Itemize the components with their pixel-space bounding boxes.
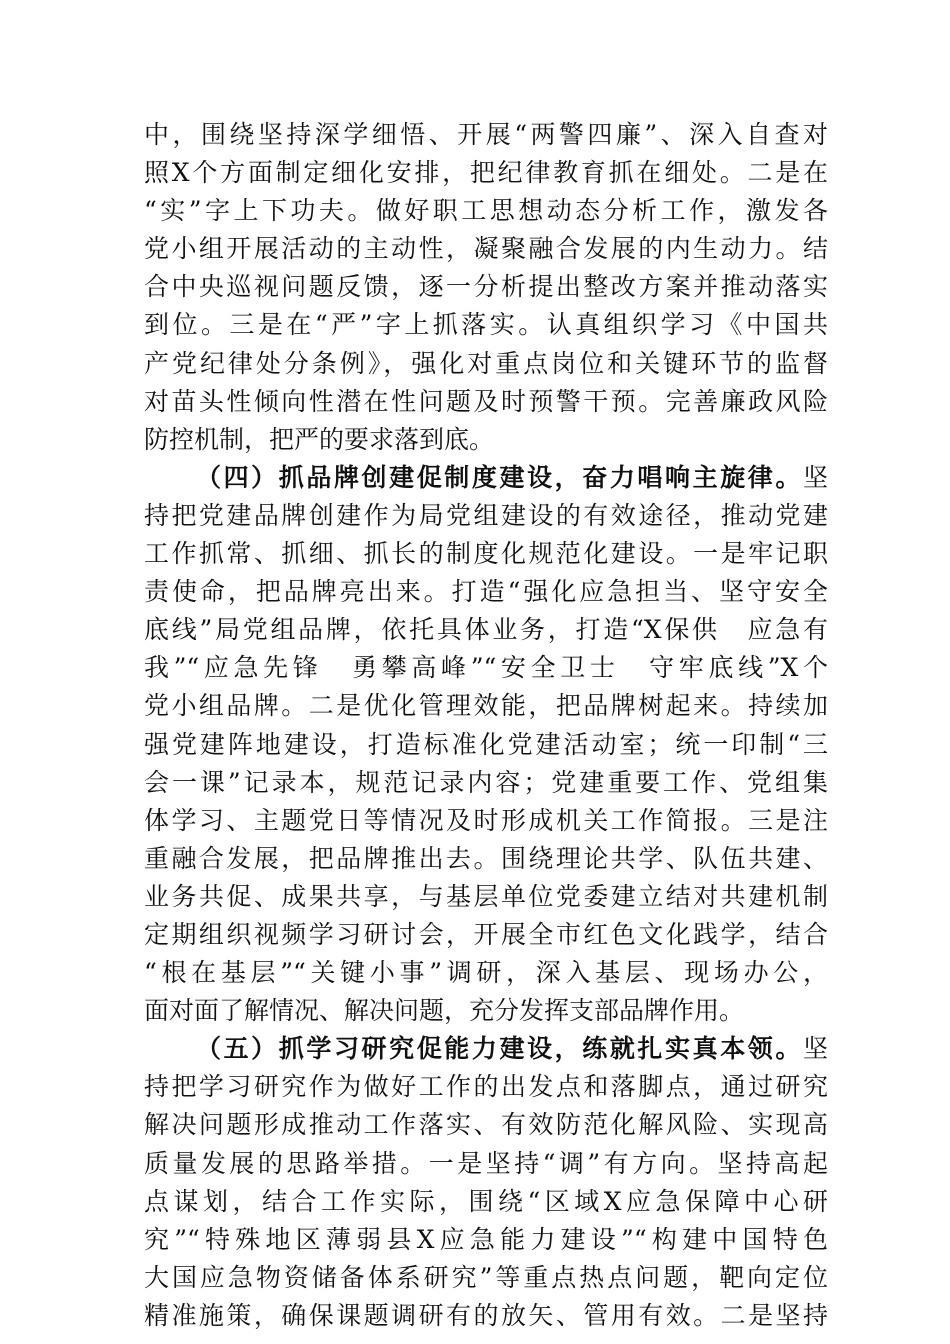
paragraph-first-line — [144, 459, 828, 497]
text-line: 持把党建品牌创建作为局党组建设的有效途径，推动党建 — [144, 500, 828, 530]
text-line: 中，围绕坚持深学细悟、开展“两警四廉”、深入自查对 — [144, 120, 828, 149]
section-heading: （四）抓品牌创建促制度建设，奋力唱响主旋律。 — [196, 462, 803, 492]
text-line: 究”“特殊地区薄弱县X应急能力建设”“构建中国特色 — [144, 1224, 828, 1254]
text-line: 党小组开展活动的主动性，凝聚融合发展的内生动力。结 — [144, 234, 828, 264]
text-line: 底线”局党组品牌，依托具体业务，打造“X保供 应急有 — [144, 615, 828, 645]
section-heading: （五）抓学习研究促能力建设，练就扎实真本领。 — [196, 1034, 803, 1064]
text-line: 强党建阵地建设，打造标准化党建活动室；统一印制“三 — [144, 729, 828, 759]
text-line: 精准施策，确保课题调研有的放矢、管用有效。二是坚持 — [144, 1300, 828, 1330]
text-line: 防控机制，把严的要求落到底。 — [144, 424, 495, 454]
text-line: 业务共促、成果共享，与基层单位党委建立结对共建机制 — [144, 881, 828, 911]
text-line: 党小组品牌。二是优化管理效能，把品牌树起来。持续加 — [144, 691, 828, 721]
text-line: 合中央巡视问题反馈，逐一分析提出整改方案并推动落实 — [144, 272, 828, 302]
document-page — [144, 116, 828, 1335]
text-line: 工作抓常、抓细、抓长的制度化规范化建设。一是牢记职 — [144, 539, 828, 569]
paragraph — [144, 1030, 828, 1335]
text-line: “根在基层”“关键小事”调研，深入基层、现场办公， — [144, 958, 828, 988]
text-line: 照X个方面制定细化安排，把纪律教育抓在细处。二是在 — [144, 158, 828, 188]
paragraph — [144, 116, 828, 459]
text-line: 会一课”记录本，规范记录内容；党建重要工作、党组集 — [144, 767, 828, 797]
text-line: 质量发展的思路举措。一是坚持“调”有方向。坚持高起 — [144, 1148, 828, 1178]
text-line: 持把学习研究作为做好工作的出发点和落脚点，通过研究 — [144, 1072, 828, 1102]
paragraph — [144, 459, 828, 1030]
text-line: “实”字上下功夫。做好职工思想动态分析工作，激发各 — [144, 196, 828, 226]
text-run: 坚 — [802, 1034, 828, 1064]
text-line: 我”“应急先锋 勇攀高峰”“安全卫士 守牢底线”X个 — [144, 653, 828, 683]
text-line: 大国应急物资储备体系研究”等重点热点问题，靶向定位 — [144, 1262, 828, 1292]
text-line: 到位。三是在“严”字上抓落实。认真组织学习《中国共 — [144, 310, 828, 340]
text-line: 责使命，把品牌亮出来。打造“强化应急担当、坚守安全 — [144, 577, 828, 607]
text-line: 产党纪律处分条例》，强化对重点岗位和关键环节的监督 — [144, 348, 828, 378]
text-line: 定期组织视频学习研讨会，开展全市红色文化践学，结合 — [144, 919, 828, 949]
text-line: 解决问题形成推动工作落实、有效防范化解风险、实现高 — [144, 1110, 828, 1140]
text-line: 面对面了解情况、解决问题，充分发挥支部品牌作用。 — [144, 996, 745, 1026]
text-line: 体学习、主题党日等情况及时形成机关工作简报。三是注 — [144, 805, 828, 835]
text-run: 坚 — [802, 462, 828, 492]
paragraph-first-line — [144, 1030, 828, 1068]
text-line: 重融合发展，把品牌推出去。围绕理论共学、队伍共建、 — [144, 843, 828, 873]
text-line: 点谋划，结合工作实际，围绕“区域X应急保障中心研 — [144, 1186, 828, 1216]
text-line: 对苗头性倾向性潜在性问题及时预警干预。完善廉政风险 — [144, 386, 828, 416]
